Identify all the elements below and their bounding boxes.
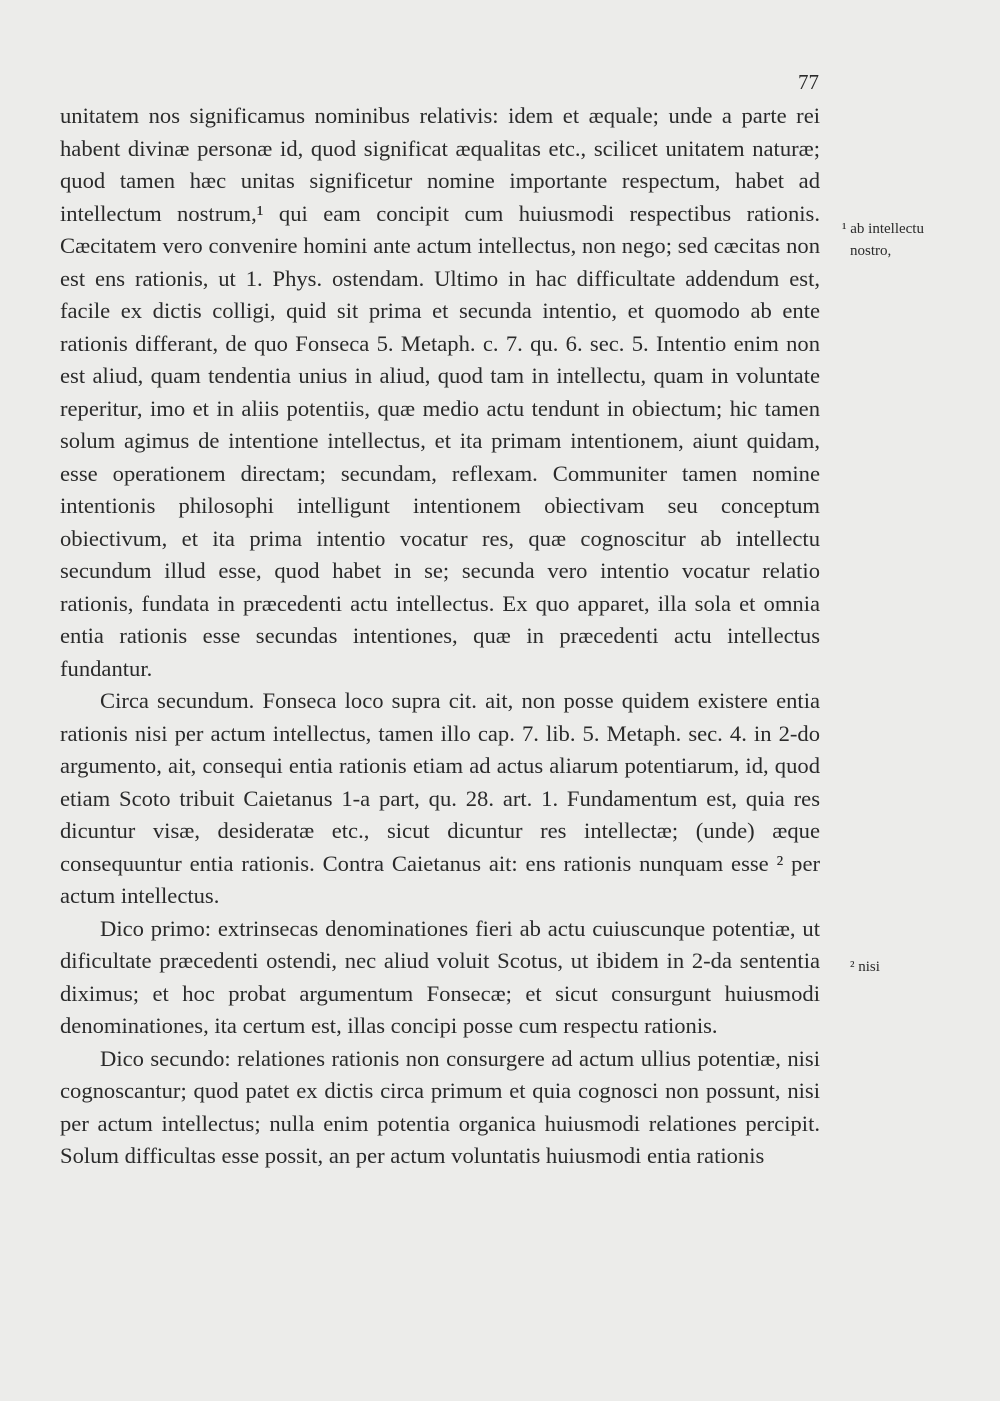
paragraph-2: Circa secundum. Fonseca loco supra cit. ait, non posse quidem existere entia rationis nisi per actum intellectus, tamen illo cap. 7. lib. 5. Metaph. sec. 4. in 2-do argumento, ait, consequi entia rationis etiam ad actus aliarum potentiarum, id, quod etiam Scoto tribuit Caietanus 1-a part, qu. 28. art. 1. Fundamentum est, quia res dicuntur visæ, desideratæ etc., sicut dicuntur res intellectæ; (unde) æque consequuntur entia rationis. Contra Caietanus ait: ens rationis nunquam esse ² per actum intellectus. bbox=[60, 688, 820, 908]
paragraph-4: Dico secundo: relationes rationis non consurgere ad actum ullius potentiæ, nisi cognoscantur; quod patet ex dictis circa primum et quia cognosci non possunt, nisi per actum intellectus; nulla enim potentia organica huiusmodi relationes percipit. Solum difficultas esse possit, an per actum voluntatis huiusmodi entia rationis bbox=[60, 1045, 820, 1168]
margin-note-1 bbox=[842, 218, 924, 262]
body-text bbox=[60, 100, 820, 1173]
page-number: 77 bbox=[798, 70, 819, 94]
paragraph-1: unitatem nos significamus nominibus relativis: idem et æquale; unde a parte rei habent divinæ personæ id, quod significat æqualitas etc., scilicet unitatem naturæ; quod tamen hæc unitas significetur nomine importante respectum, habet ad intellectum nostrum,¹ qui eam concipit cum huiusmodi respectibus rationis. Cæcitatem vero convenire homini ante actum intellectus, non nego; sed cæcitas non est ens rationis, ut 1. Phys. ostendam. Ultimo in hac difficultate addendum est, facile ex dictis colligi, quid sit prima et secunda intentio, et quomodo ab ente rationis differant, de quo Fonseca 5. Metaph. c. 7. qu. 6. sec. 5. Intentio enim non est aliud, quam tendentia unius in aliud, quod tam in intellectu, quam in voluntate reperitur, imo et in aliis potentiis, quæ medio actu tendunt in obiectum; hic tamen solum agimus de intentione intellectus, et ita primam intentionem, aiunt quidam, esse operationem directam; secundam, reflexam. Communiter tamen nomine intentionis philosophi intelligunt intentionem obiectivam seu conceptum obiectivum, et ita prima intentio vocatur res, quæ cognoscitur ab intellectu secundum illud esse, quod habet in se; secunda vero intentio vocatur relatio rationis, fundata in præcedenti actu intellectus. Ex quo apparet, illa sola et omnia entia rationis esse secundas intentiones, quæ in præcedenti actu intellectus fundantur. bbox=[60, 103, 820, 681]
margin-note-2-line-1: ² nisi bbox=[850, 959, 880, 975]
margin-note-1-line-1: ¹ ab intellectu bbox=[842, 221, 924, 237]
margin-note-1-line-2: nostro, bbox=[850, 243, 892, 259]
margin-note-2 bbox=[850, 956, 880, 978]
paragraph-3: Dico primo: extrinsecas denominationes fieri ab actu cuiuscunque potentiæ, ut dificultate præcedenti ostendi, nec aliud voluit Scotus, ut ibidem in 2-da sententia diximus; et hoc probat argumentum Fonsecæ; et sicut consurgunt huiusmodi denominationes, ita certum est, illas concipi posse cum respectu rationis. bbox=[60, 915, 820, 1038]
